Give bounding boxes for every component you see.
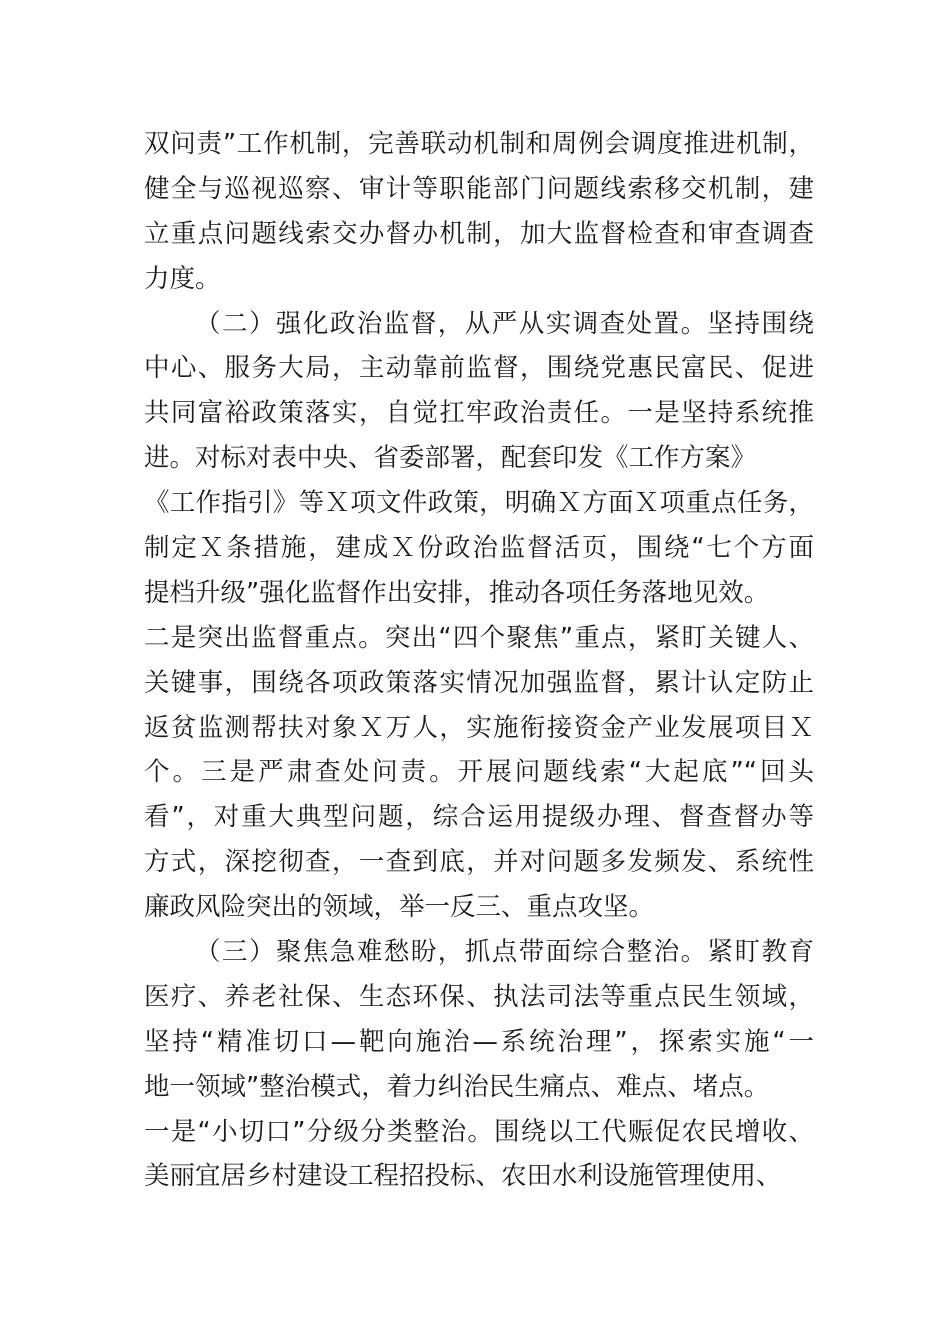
text-line: 坚持“精准切口—靶向施治—系统治理”，探索实施“一 xyxy=(144,1026,814,1057)
text-line: 廉政风险突出的领域，举一反三、重点攻坚。 xyxy=(144,892,655,923)
text-line: 力度。 xyxy=(144,263,221,294)
section-heading-line: （二）强化政治监督，从严从实调查处置。坚持围绕 xyxy=(195,308,814,339)
text-line: 美丽宜居乡村建设工程招投标、农田水利设施管理使用、 xyxy=(144,1161,782,1192)
text-line: 双问责”工作机制，完善联动机制和周例会调度推进机制， xyxy=(144,129,814,159)
text-line: 《工作指引》等Ｘ项文件政策，明确Ｘ方面Ｘ项重点任务， xyxy=(144,488,814,519)
text-line: 方式，深挖彻查，一查到底，并对问题多发频发、系统性 xyxy=(144,847,814,878)
text-line: 关键事，围绕各项政策落实情况加强监督，累计认定防止 xyxy=(144,667,814,698)
body-text xyxy=(144,122,814,1199)
text-line: 中心、服务大局，主动靠前监督，围绕党惠民富民、促进 xyxy=(144,353,814,384)
text-line: 医疗、养老社保、生态环保、执法司法等重点民生领域， xyxy=(144,981,814,1012)
text-line: 进。对标对表中央、省委部署，配套印发《工作方案》 xyxy=(144,443,757,474)
section-heading-line: （三）聚焦急难愁盼，抓点带面综合整治。紧盯教育 xyxy=(195,937,814,968)
text-line: 一是“小切口”分级分类整治。围绕以工代赈促农民增收、 xyxy=(144,1116,814,1147)
text-line: 立重点问题线索交办督办机制，加大监督检查和审查调查 xyxy=(144,218,814,249)
text-line: 健全与巡视巡察、审计等职能部门问题线索移交机制，建 xyxy=(144,173,814,204)
text-line: 共同富裕政策落实，自觉扛牢政治责任。一是坚持系统推 xyxy=(144,398,814,429)
text-line: 二是突出监督重点。突出“四个聚焦”重点，紧盯关键人、 xyxy=(144,622,814,653)
text-line: 看”，对重大典型问题，综合运用提级办理、督查督办等 xyxy=(144,802,814,833)
text-line: 地一领域”整治模式，着力纠治民生痛点、难点、堵点。 xyxy=(144,1071,770,1102)
text-line: 制定Ｘ条措施，建成Ｘ份政治监督活页，围绕“七个方面 xyxy=(144,533,814,564)
text-line: 返贫监测帮扶对象Ｘ万人，实施衔接资金产业发展项目Ｘ xyxy=(144,712,814,743)
text-line: 提档升级”强化监督作出安排，推动各项任务落地见效。 xyxy=(144,577,770,608)
text-line: 个。三是严肃查处问责。开展问题线索“大起底”“回头 xyxy=(144,757,814,788)
